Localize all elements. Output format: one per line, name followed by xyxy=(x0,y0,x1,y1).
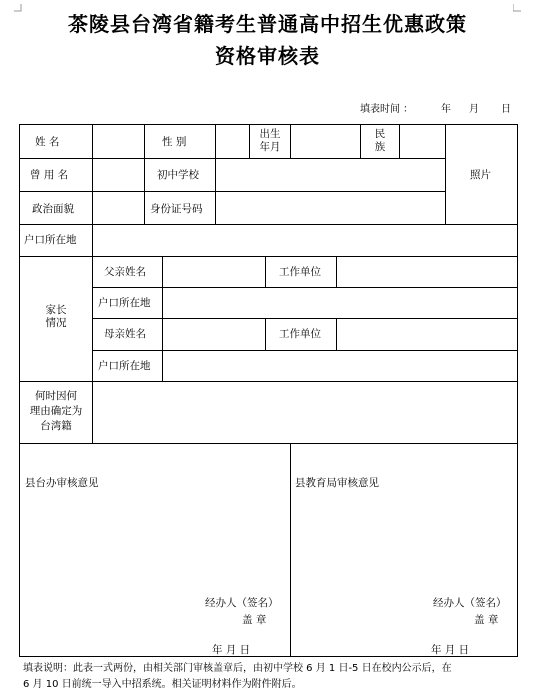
value-reason[interactable] xyxy=(93,382,517,443)
note-line1: 填表说明：此表一式两份，由相关部门审核盖章后，由初中学校 6 月 1 日-5 日在校内公示后，在 xyxy=(23,663,452,674)
form-title-line2: 资格审核表 xyxy=(215,44,320,68)
label-ethnic-line2: 族 xyxy=(374,141,386,153)
value-mother-household[interactable] xyxy=(163,351,517,381)
label-former-name: 曾 用 名 xyxy=(30,169,69,181)
value-father-name[interactable] xyxy=(163,257,265,287)
label-reason-line1: 何时因何 xyxy=(35,390,77,402)
value-former-name[interactable] xyxy=(93,159,144,191)
label-photo: 照片 xyxy=(470,169,491,181)
label-work-unit-father: 工作单位 xyxy=(279,266,321,278)
label-family-line2: 情况 xyxy=(45,317,67,329)
label-handler-sign-1: 经办人（签名） xyxy=(205,597,279,609)
note-line2: 6 月 10 日前统一导入中招系统。相关证明材料作为附件附后。 xyxy=(23,679,302,690)
label-political-status: 政治面貌 xyxy=(32,203,74,215)
value-work-unit-mother[interactable] xyxy=(337,319,517,350)
label-household: 户口所在地 xyxy=(24,234,77,246)
label-date-2: 年 月 日 xyxy=(431,644,470,656)
label-id-number: 身份证号码 xyxy=(150,203,203,215)
value-household[interactable] xyxy=(93,225,517,256)
value-mother-name[interactable] xyxy=(163,319,265,350)
label-junior-school: 初中学校 xyxy=(157,169,199,181)
label-gender: 性 别 xyxy=(162,136,187,148)
value-junior-school[interactable] xyxy=(216,159,445,191)
value-gender[interactable] xyxy=(216,125,249,158)
fill-time-label: 填表时间 ： xyxy=(360,104,414,115)
label-ethnicity xyxy=(361,128,399,154)
label-reason xyxy=(20,389,92,434)
fill-time-day: 日 xyxy=(501,104,511,115)
label-edu-bureau-opinion: 县教育局审核意见 xyxy=(295,477,379,489)
value-work-unit-father[interactable] xyxy=(337,257,517,287)
label-mother-household: 户口所在地 xyxy=(98,360,151,372)
label-ethnic-line1: 民 xyxy=(374,128,386,140)
col-line xyxy=(265,318,266,350)
value-political-status[interactable] xyxy=(93,192,144,224)
label-father-name: 父亲姓名 xyxy=(104,266,146,278)
label-name: 姓 名 xyxy=(35,136,60,148)
label-county-office-opinion: 县台办审核意见 xyxy=(25,477,99,489)
label-birth-line2: 年月 xyxy=(259,141,281,153)
label-seal-2: 盖 章 xyxy=(474,614,499,626)
value-birth-date[interactable] xyxy=(291,125,360,158)
fill-time-year: 年 xyxy=(441,104,451,115)
label-family-info xyxy=(20,304,92,330)
label-seal-1: 盖 章 xyxy=(242,614,267,626)
value-id-number[interactable] xyxy=(216,192,445,224)
label-birth-date xyxy=(250,128,290,154)
label-reason-line3: 台湾籍 xyxy=(40,420,72,432)
label-father-household: 户口所在地 xyxy=(98,297,151,309)
fill-time-month: 月 xyxy=(469,104,479,115)
col-line xyxy=(144,124,145,224)
label-family-line1: 家长 xyxy=(45,304,67,316)
col-line xyxy=(265,256,266,287)
value-father-household[interactable] xyxy=(163,288,517,318)
value-ethnicity[interactable] xyxy=(400,125,445,158)
label-reason-line2: 理由确定为 xyxy=(29,405,83,417)
label-handler-sign-2: 经办人（签名） xyxy=(433,597,507,609)
label-birth-line1: 出生 xyxy=(259,128,281,140)
value-name[interactable] xyxy=(93,125,144,158)
form-title-line1: 茶陵县台湾省籍考生普通高中招生优惠政策 xyxy=(68,12,467,36)
label-mother-name: 母亲姓名 xyxy=(104,328,146,340)
label-date-1: 年 月 日 xyxy=(212,644,251,656)
label-work-unit-mother: 工作单位 xyxy=(279,328,321,340)
